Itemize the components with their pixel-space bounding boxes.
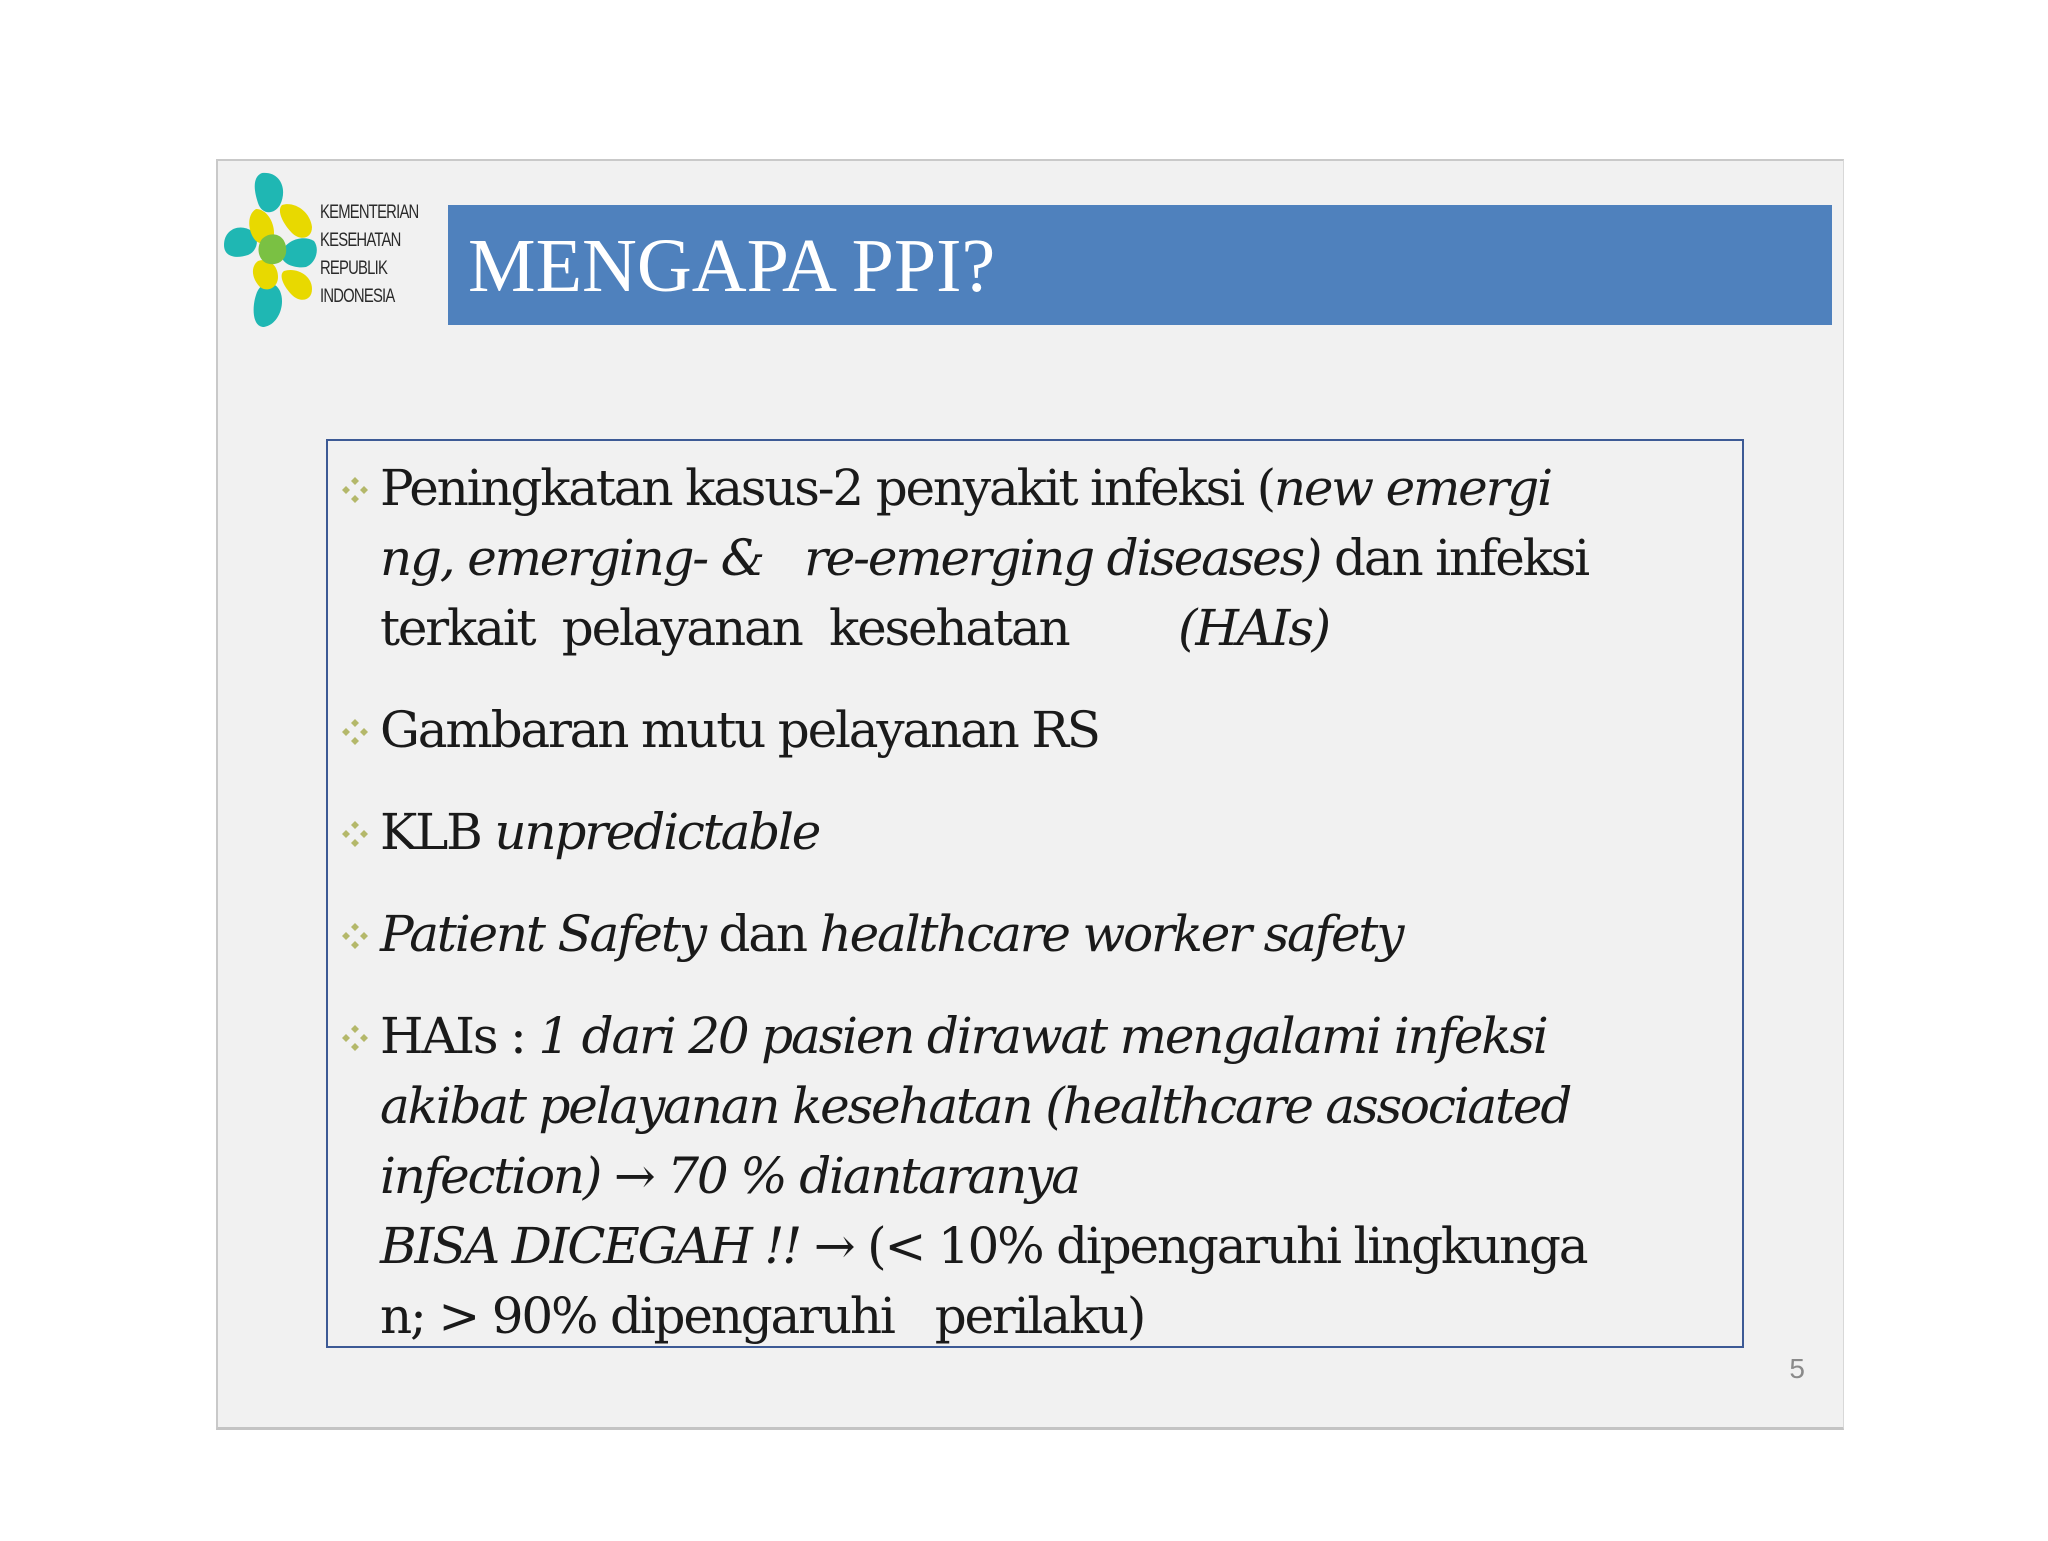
logo-petal-yellow-4 [282, 270, 312, 300]
bullet-line [380, 1211, 1734, 1281]
italic-text: new emergi [1273, 459, 1551, 517]
italic-text: healthcare worker safety [819, 905, 1403, 963]
text: dan [704, 905, 820, 963]
italic-text: (HAIs) [1178, 599, 1329, 657]
text: n; > 90% dipengaruhi perilaku) [380, 1287, 1145, 1345]
italic-text: infection) → 70 % diantaranya [380, 1147, 1079, 1205]
title-bar [448, 205, 1832, 325]
logo-petal-teal-bottom [254, 283, 282, 327]
italic-text: Patient Safety [380, 905, 705, 963]
slide-title: MENGAPA PPI? [468, 224, 996, 308]
bullet-line [380, 899, 1734, 969]
diamond-bullet-icon [342, 821, 368, 847]
bullet-line [380, 523, 1734, 593]
kemenkes-logo-icon [222, 169, 322, 331]
text: terkait pelayanan kesehatan [380, 599, 1179, 657]
bullet-line [380, 1281, 1734, 1351]
content-box [326, 439, 1744, 1348]
bullet-item [340, 899, 1734, 969]
logo-petal-yellow-3 [253, 260, 278, 289]
ministry-logo [222, 169, 322, 331]
ministry-name-line: KESEHATAN [320, 230, 401, 251]
bullet-line [380, 1141, 1734, 1211]
italic-text: BISA DICEGAH !! → [380, 1217, 868, 1275]
bullet-line [380, 1001, 1734, 1071]
italic-text: 1 dari 20 pasien dirawat mengalami infeksi [538, 1007, 1547, 1065]
ministry-name-line: KEMENTERIAN [320, 202, 419, 223]
ministry-name [320, 199, 418, 311]
text: dan infeksi [1320, 529, 1588, 587]
bullet-line [380, 695, 1734, 765]
text: (< 10% dipengaruhi lingkunga [867, 1217, 1587, 1275]
bullet-list [340, 453, 1734, 1383]
logo-center-green [259, 234, 287, 264]
text: KLB [380, 803, 495, 861]
text: Gambaran mutu pelayanan RS [380, 701, 1099, 759]
bullet-item [340, 695, 1734, 765]
bullet-item [340, 1001, 1734, 1351]
italic-text: ng, emerging- & re-emerging diseases) [380, 529, 1321, 587]
bullet-line [380, 1071, 1734, 1141]
italic-text: akibat pelayanan kesehatan (healthcare associated [380, 1077, 1571, 1135]
bullet-item [340, 453, 1734, 663]
logo-petal-teal-top [255, 173, 283, 212]
ministry-name-line: INDONESIA [320, 286, 395, 307]
slide [216, 159, 1844, 1430]
bullet-line [380, 797, 1734, 867]
text: HAIs : [380, 1007, 539, 1065]
bullet-line [380, 453, 1734, 523]
diamond-bullet-icon [342, 1025, 368, 1051]
italic-text: unpredictable [494, 803, 820, 861]
page-number: 5 [1789, 1353, 1805, 1384]
diamond-bullet-icon [342, 719, 368, 745]
bullet-line [380, 593, 1734, 663]
logo-petal-teal-right [281, 238, 316, 267]
diamond-bullet-icon [342, 923, 368, 949]
bullet-item [340, 797, 1734, 867]
text: Peningkatan kasus-2 penyakit infeksi ( [380, 459, 1274, 517]
diamond-bullet-icon [342, 477, 368, 503]
logo-petal-yellow-1 [280, 204, 312, 238]
ministry-name-line: REPUBLIK [320, 258, 388, 279]
